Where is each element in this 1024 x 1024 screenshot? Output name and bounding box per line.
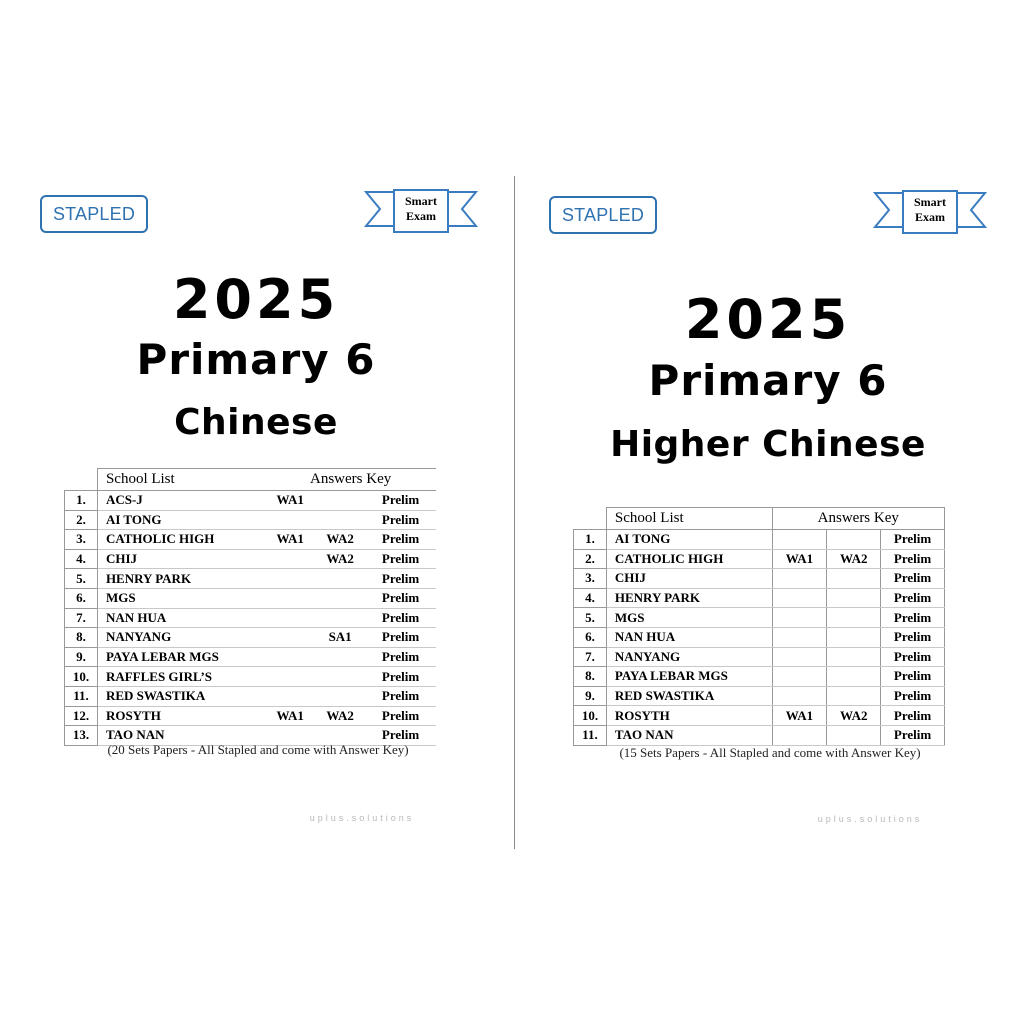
row-number: 12.	[65, 706, 98, 726]
watermark: uplus.solutions	[817, 814, 923, 824]
school-name: CATHOLIC HIGH	[97, 530, 265, 550]
prelim-label: Prelim	[881, 725, 945, 745]
answer-key-b	[827, 725, 881, 745]
school-list-header: School List	[606, 508, 772, 530]
row-number: 13.	[65, 726, 98, 746]
badge-line1: Smart	[914, 195, 946, 209]
row-number: 11.	[65, 686, 98, 706]
table-row	[574, 686, 945, 706]
subject-title: Higher Chinese	[610, 424, 926, 465]
answer-key-a: WA1	[772, 549, 827, 569]
answer-key-b	[827, 627, 881, 647]
answer-key-a	[265, 510, 315, 530]
answer-key-a	[772, 667, 827, 687]
level-title: Primary 6	[648, 356, 888, 405]
table-row	[574, 549, 945, 569]
row-number: 4.	[574, 588, 607, 608]
school-list-table	[573, 507, 945, 746]
answer-key-b	[315, 491, 365, 511]
table-row	[65, 510, 437, 530]
stapled-label: STAPLED	[40, 195, 148, 233]
prelim-label: Prelim	[365, 706, 436, 726]
school-name: PAYA LEBAR MGS	[97, 647, 265, 667]
answer-key-b	[827, 667, 881, 687]
answers-key-header: Answers Key	[772, 508, 944, 530]
prelim-label: Prelim	[881, 549, 945, 569]
table-row	[65, 667, 437, 687]
prelim-label: Prelim	[881, 667, 945, 687]
table-row	[574, 530, 945, 550]
prelim-label: Prelim	[365, 647, 436, 667]
prelim-label: Prelim	[365, 726, 436, 746]
answer-key-b	[315, 667, 365, 687]
row-number: 7.	[574, 647, 607, 667]
table-row	[65, 569, 437, 589]
answer-key-b	[315, 647, 365, 667]
table-row	[574, 667, 945, 687]
level-title: Primary 6	[136, 335, 376, 384]
answer-key-a	[772, 608, 827, 628]
prelim-label: Prelim	[365, 491, 436, 511]
answer-key-a	[772, 647, 827, 667]
row-number: 8.	[65, 628, 98, 648]
table-row	[574, 706, 945, 726]
answer-key-b: WA2	[827, 549, 881, 569]
answer-key-b	[315, 686, 365, 706]
answer-key-b	[827, 588, 881, 608]
answer-key-a	[265, 647, 315, 667]
year-title: 2025	[684, 288, 852, 351]
table-header	[574, 508, 945, 530]
school-name: RAFFLES GIRL’S	[97, 667, 265, 687]
answer-key-a	[772, 588, 827, 608]
row-number: 4.	[65, 549, 98, 569]
watermark: uplus.solutions	[309, 813, 415, 823]
answer-key-a	[265, 549, 315, 569]
badge-line1: Smart	[405, 194, 437, 208]
table-row	[65, 549, 437, 569]
row-number: 2.	[574, 549, 607, 569]
stapled-label: STAPLED	[549, 196, 657, 234]
school-name: AI TONG	[606, 530, 772, 550]
table-row	[574, 647, 945, 667]
row-number: 8.	[574, 667, 607, 687]
table-row	[65, 686, 437, 706]
school-name: MGS	[97, 588, 265, 608]
school-name: NAN HUA	[97, 608, 265, 628]
answer-key-b	[315, 588, 365, 608]
row-number: 10.	[65, 667, 98, 687]
footnote: (15 Sets Papers - All Stapled and come with Answer Key)	[619, 745, 921, 760]
table-row	[65, 706, 437, 726]
badge-line2: Exam	[406, 209, 436, 223]
prelim-label: Prelim	[881, 627, 945, 647]
answer-key-b	[827, 608, 881, 628]
prelim-label: Prelim	[881, 530, 945, 550]
answer-key-b	[827, 569, 881, 589]
table-row	[65, 588, 437, 608]
answer-key-a	[772, 686, 827, 706]
year-title: 2025	[172, 268, 340, 331]
table-row	[574, 627, 945, 647]
answer-key-a: WA1	[265, 491, 315, 511]
smart-exam-badge	[873, 189, 987, 237]
answer-key-a: WA1	[265, 530, 315, 550]
prelim-label: Prelim	[365, 530, 436, 550]
subject-title: Chinese	[174, 402, 338, 443]
answer-key-a: WA1	[772, 706, 827, 726]
school-list-table	[64, 468, 436, 746]
school-name: HENRY PARK	[606, 588, 772, 608]
table-row	[574, 725, 945, 745]
school-name: PAYA LEBAR MGS	[606, 667, 772, 687]
school-name: TAO NAN	[606, 725, 772, 745]
answer-key-a: WA1	[265, 706, 315, 726]
row-number: 6.	[65, 588, 98, 608]
answer-key-a	[265, 667, 315, 687]
answer-key-a	[265, 686, 315, 706]
answer-key-b: WA2	[315, 530, 365, 550]
row-number: 10.	[574, 706, 607, 726]
prelim-label: Prelim	[881, 588, 945, 608]
answer-key-a	[772, 530, 827, 550]
prelim-label: Prelim	[365, 628, 436, 648]
prelim-label: Prelim	[881, 569, 945, 589]
row-number: 9.	[574, 686, 607, 706]
table-row	[574, 569, 945, 589]
row-number: 9.	[65, 647, 98, 667]
table-row	[65, 628, 437, 648]
school-name: NANYANG	[606, 647, 772, 667]
answer-key-a	[265, 569, 315, 589]
school-name: CHIJ	[97, 549, 265, 569]
prelim-label: Prelim	[365, 588, 436, 608]
prelim-label: Prelim	[881, 647, 945, 667]
school-name: CHIJ	[606, 569, 772, 589]
answer-key-b: WA2	[315, 706, 365, 726]
answer-key-b	[827, 686, 881, 706]
answer-key-b: WA2	[315, 549, 365, 569]
right-flyer	[512, 0, 1024, 1024]
school-name: MGS	[606, 608, 772, 628]
prelim-label: Prelim	[365, 510, 436, 530]
answers-key-header: Answers Key	[265, 469, 436, 491]
prelim-label: Prelim	[881, 608, 945, 628]
answer-key-a	[772, 627, 827, 647]
prelim-label: Prelim	[365, 686, 436, 706]
school-name: ROSYTH	[606, 706, 772, 726]
school-name: RED SWASTIKA	[97, 686, 265, 706]
badge-text	[398, 194, 444, 224]
school-name: TAO NAN	[97, 726, 265, 746]
row-number: 5.	[65, 569, 98, 589]
school-list-header: School List	[97, 469, 265, 491]
school-name: NAN HUA	[606, 627, 772, 647]
answer-key-b	[827, 647, 881, 667]
answer-key-b: WA2	[827, 706, 881, 726]
prelim-label: Prelim	[365, 608, 436, 628]
answer-key-a	[772, 569, 827, 589]
answer-key-a	[772, 725, 827, 745]
table-row	[65, 608, 437, 628]
answer-key-b: SA1	[315, 628, 365, 648]
school-name: ACS-J	[97, 491, 265, 511]
footnote: (20 Sets Papers - All Stapled and come with Answer Key)	[107, 742, 409, 757]
answer-key-b	[315, 569, 365, 589]
row-number: 1.	[65, 491, 98, 511]
answer-key-b	[827, 530, 881, 550]
row-number: 2.	[65, 510, 98, 530]
answer-key-b	[315, 510, 365, 530]
row-number: 7.	[65, 608, 98, 628]
prelim-label: Prelim	[881, 706, 945, 726]
answer-key-b	[315, 608, 365, 628]
row-number: 3.	[65, 530, 98, 550]
row-number: 11.	[574, 725, 607, 745]
prelim-label: Prelim	[365, 667, 436, 687]
prelim-label: Prelim	[365, 569, 436, 589]
table-row	[574, 608, 945, 628]
row-number: 3.	[574, 569, 607, 589]
prelim-label: Prelim	[365, 549, 436, 569]
school-name: RED SWASTIKA	[606, 686, 772, 706]
row-number: 5.	[574, 608, 607, 628]
table-row	[65, 647, 437, 667]
school-name: HENRY PARK	[97, 569, 265, 589]
table-row	[65, 491, 437, 511]
table-row	[65, 530, 437, 550]
school-name: NANYANG	[97, 628, 265, 648]
badge-text	[907, 195, 953, 225]
badge-line2: Exam	[915, 210, 945, 224]
answer-key-a	[265, 608, 315, 628]
row-number: 1.	[574, 530, 607, 550]
table-header	[65, 469, 437, 491]
answer-key-a	[265, 588, 315, 608]
school-name: ROSYTH	[97, 706, 265, 726]
school-name: CATHOLIC HIGH	[606, 549, 772, 569]
table-row	[574, 588, 945, 608]
smart-exam-badge	[364, 188, 478, 236]
school-name: AI TONG	[97, 510, 265, 530]
row-number: 6.	[574, 627, 607, 647]
prelim-label: Prelim	[881, 686, 945, 706]
answer-key-a	[265, 628, 315, 648]
